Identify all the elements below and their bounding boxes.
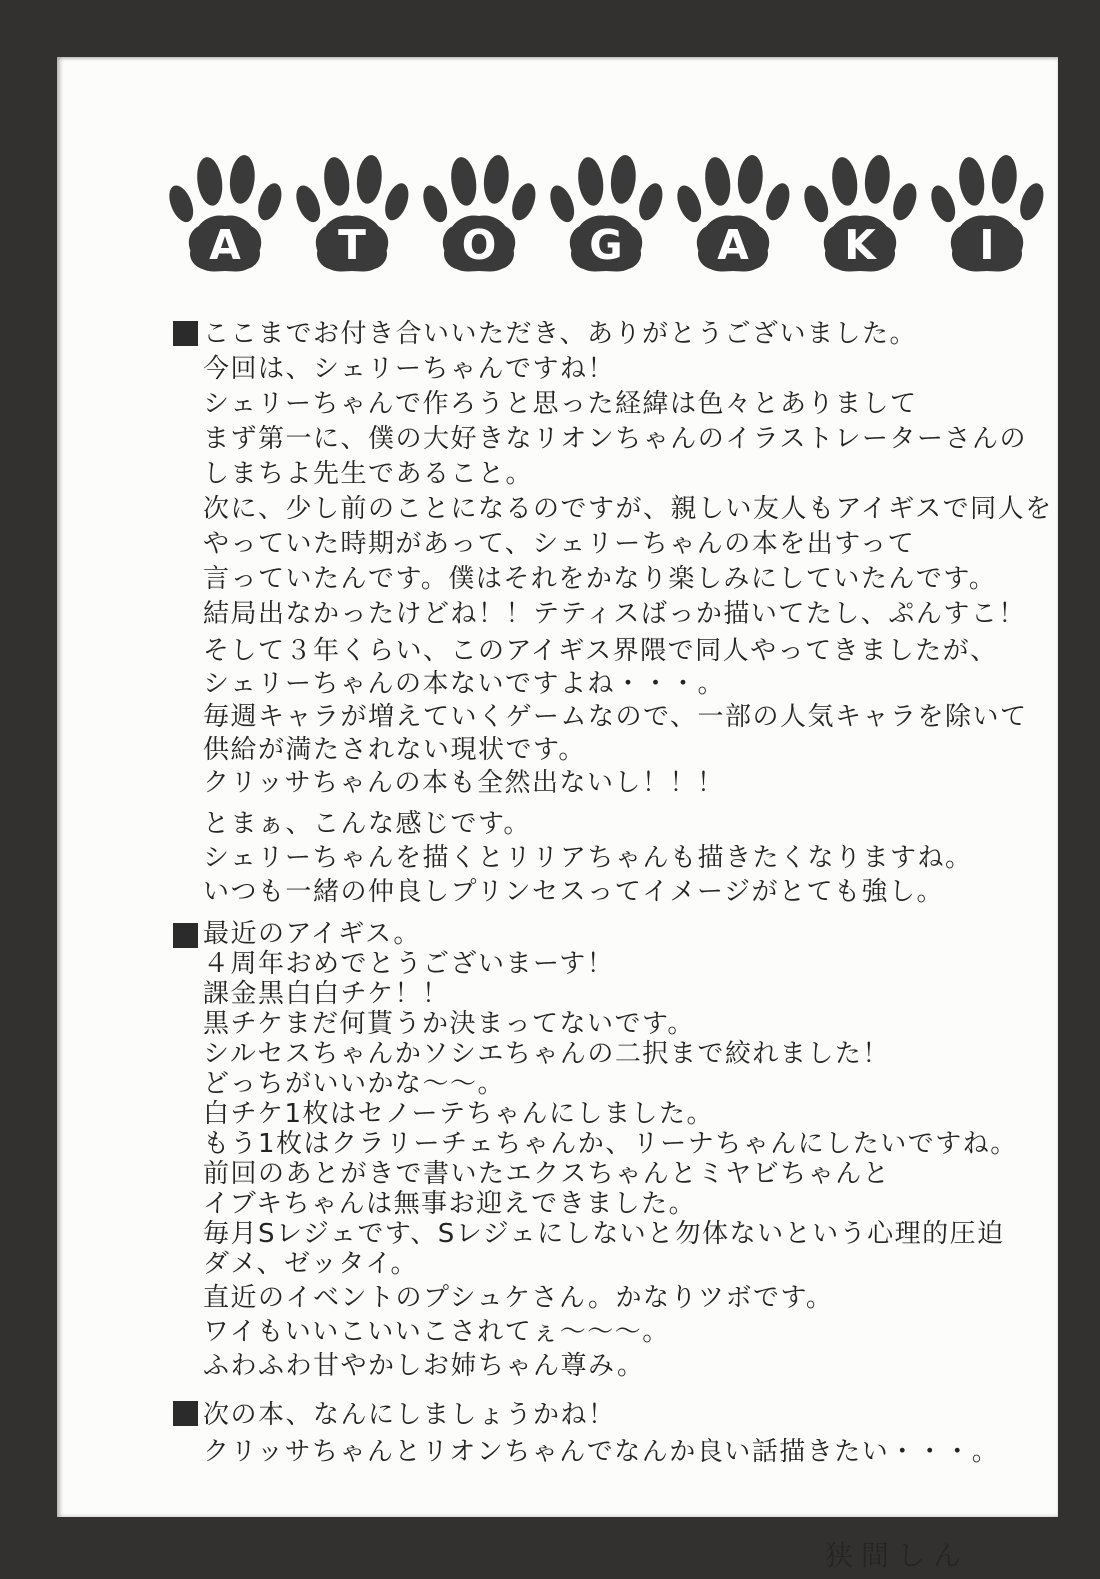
text-line: 供給が満たされない現状です。	[203, 735, 586, 765]
text-line: 白チケ1枚はセノーテちゃんにしました。	[203, 1099, 714, 1129]
text-line: ワイもいいこいいこされてぇ～～～。	[203, 1317, 670, 1347]
paw-letter: K	[844, 220, 876, 269]
paw-letter: I	[979, 220, 995, 269]
text-line: シェリーちゃんの本ないですよね・・・。	[203, 669, 725, 699]
text-line: シェリーちゃんを描くとリリアちゃんも描きたくなりますね。	[203, 843, 973, 873]
text-line: 今回は、シェリーちゃんですね！	[203, 354, 615, 384]
text-line: もう1枚はクラリーチェちゃんか、リーナちゃんにしたいですね。	[203, 1129, 1018, 1159]
afterword-paper	[57, 57, 1058, 1572]
text-line: ダメ、ゼッタイ。	[203, 1249, 419, 1279]
text-line: いつも一緒の仲良しプリンセスってイメージがとても強し。	[203, 877, 944, 907]
text-line: まず第一に、僕の大好きなリオンちゃんのイラストレーターさんの	[203, 424, 1027, 454]
text-line: 最近のアイギス。	[203, 919, 421, 949]
text-line: しまちよ先生であること。	[203, 459, 534, 489]
text-line: どっちがいいかな～～。	[203, 1069, 505, 1099]
text-line: シェリーちゃんで作ろうと思った経緯は色々とありまして	[203, 389, 918, 419]
text-line: ここまでお付き合いいただき、ありがとうございました。	[203, 319, 917, 349]
text-line: 毎週キャラが増えていくゲームなので、一部の人気キャラを除いて	[203, 702, 1028, 732]
author-signature: 狭間しん	[825, 1539, 970, 1572]
text-line: イブキちゃんは無事お迎えできました。	[203, 1189, 697, 1219]
paw-letter: O	[461, 220, 497, 269]
text-line: 言っていたんです。僕はそれをかなり楽しみにしていたんです。	[203, 564, 997, 594]
paw-letter: A	[209, 220, 241, 269]
text-line: 直近のイベントのプシュケさん。かなりツボです。	[203, 1283, 834, 1313]
paw-letter: T	[338, 220, 366, 269]
paragraph-friend-story	[203, 492, 1053, 632]
paw-print-icon	[295, 153, 409, 277]
paragraph-recent-event	[203, 1281, 833, 1383]
paw-print-icon	[422, 153, 536, 277]
paw-print-icon	[168, 153, 282, 277]
text-line: やっていた時期があって、シェリーちゃんの本を出すって	[203, 529, 916, 559]
paragraph-recent-aigis	[203, 919, 1018, 1279]
paw-letter: A	[717, 220, 749, 269]
paragraph-greeting	[203, 317, 1027, 492]
section-bullet-icon	[173, 1401, 198, 1426]
text-line: ４周年おめでとうございまーす！	[203, 949, 615, 979]
section-bullet-icon	[173, 321, 198, 346]
text-line: ふわふわ甘やかしお姉ちゃん尊み。	[203, 1351, 645, 1381]
text-line: とまぁ、こんな感じです。	[203, 809, 531, 839]
paragraph-doujin-scene	[203, 635, 1027, 800]
text-line: クリッサちゃんの本も全然出ないし！！！	[203, 768, 725, 798]
text-line: クリッサちゃんとリオンちゃんでなんか良い話描きたい・・・。	[203, 1437, 1000, 1467]
paw-print-icon	[676, 153, 790, 277]
paw-print-icon	[930, 153, 1044, 277]
text-line: 次の本、なんにしましょうかね！	[203, 1400, 616, 1430]
paw-print-icon	[803, 153, 917, 277]
paragraph-sherry-lilia	[203, 807, 972, 909]
section-bullet-icon	[173, 923, 198, 948]
text-line: そして３年くらい、このアイギス界隈で同人やってきましたが、	[203, 636, 998, 666]
text-line: 課金黒白白チケ！！	[203, 979, 450, 1009]
paragraph-next-book	[203, 1397, 999, 1471]
text-line: 結局出なかったけどね！！テティスばっか描いてたし、ぷんすこ！	[203, 599, 1026, 629]
text-line: 前回のあとがきで書いたエクスちゃんとミヤビちゃんと	[203, 1159, 891, 1189]
text-line: 黒チケまだ何貰うか決まってないです。	[203, 1009, 695, 1039]
paw-letter: G	[589, 220, 623, 269]
text-line: 毎月Sレジェです、Sレジェにしないと勿体ないという心理的圧迫	[203, 1219, 1005, 1249]
text-line: 次に、少し前のことになるのですが、親しい友人もアイギスで同人を	[203, 494, 1053, 524]
paw-print-icon	[549, 153, 663, 277]
text-line: シルセスちゃんかソシエちゃんの二択まで絞れました！	[203, 1039, 890, 1069]
atogaki-title	[168, 153, 1044, 279]
